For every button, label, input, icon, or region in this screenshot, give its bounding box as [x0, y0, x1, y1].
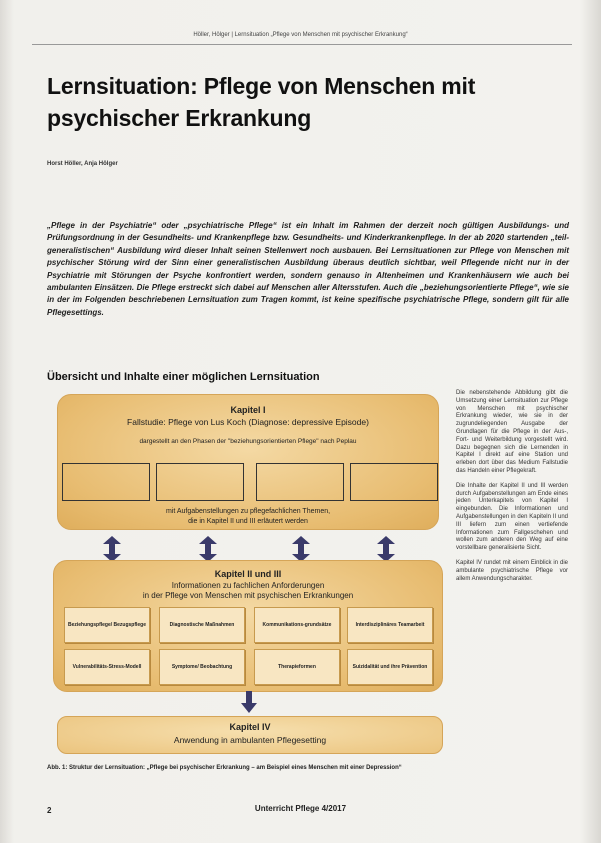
chapter-4-title: Kapitel IV	[229, 722, 271, 732]
section-heading: Übersicht und Inhalte einer möglichen Lernsituation	[47, 371, 320, 383]
topic-box: Kommunikations-grundsätze	[254, 607, 340, 643]
chapter-1-bottom-line-1: mit Aufgabenstellungen zu pflegefachlichen Themen,	[165, 508, 331, 515]
title-line-1: Lernsituation: Pflege von Menschen mit	[47, 73, 476, 99]
chapter-1-bottom-line-2: die in Kapitel II und III erläutert werden	[188, 518, 308, 525]
phase-box-2	[156, 463, 244, 501]
phase-box-4	[350, 463, 438, 501]
chapter-1-title: Kapitel I	[230, 405, 266, 415]
chapter-1-phase-line: dargestellt an den Phasen der "beziehungsorientierten Pflege" nach Peplau	[139, 438, 357, 445]
topic-box: Interdisziplinäres Teamarbeit	[347, 607, 433, 643]
topic-box: Diagnostische Maßnahmen	[159, 607, 245, 643]
title-line-2: psychischer Erkrankung	[47, 105, 312, 131]
chapter-2-3-box	[53, 560, 443, 692]
chapter-2-3-title: Kapitel II und III	[214, 569, 282, 579]
chapter-1-box	[57, 394, 439, 530]
running-head: Höller, Hölger | Lernsituation „Pflege von Menschen mit psychischer Erkrankung“	[193, 32, 408, 38]
article-title	[47, 70, 557, 134]
phase-box-1	[62, 463, 150, 501]
intro-paragraph: „Pflege in der Psychiatrie“ oder „psychiatrische Pflege“ ist ein Inhalt im Rahmen der derzeit noch gültigen Ausbildungs- und Prüfungsordnung in der Gesundheits- und Krankenpflege bzw. Gesundheits- und Kinderkrankenpflege. In der ab 2020 startenden „teil-generalistischen“ Ausbildung wird dieser Inhalt seinen Stellenwert noch ausbauen. Bei Lernsituationen zur Pflege von Menschen mit psychischer Störung wird der Sinn einer generalistischen Ausbildung überaus deutlich sichtbar, weil Pflegende nicht nur in der Psychiatrie mit Störungen der Psyche konfrontiert werden, sondern genauso in Altenheimen und Krankenhäusern wie auch bei ambulanten Einsätzen. Die Pflege erstreckt sich dabei auf Menschen aller Altersstufen. Auch die „beziehungsorientierte Pflege“, wie sie in der im Folgenden beschriebenen Lernsituation zum Tragen kommt, ist keine spezifische psychiatrische Pflege, sondern gilt für alle Pflegesettings.	[47, 221, 569, 317]
topic-box: Symptome/ Beobachtung	[159, 649, 245, 685]
down-arrow-icon	[241, 691, 257, 713]
authors: Horst Höller, Anja Hölger	[47, 161, 118, 167]
sidebar-text	[456, 390, 568, 590]
double-arrow-icon	[377, 536, 395, 562]
double-arrow-icon	[199, 536, 217, 562]
header-rule	[32, 44, 572, 45]
double-arrow-icon	[292, 536, 310, 562]
chapter-2-3-line-2: in der Pflege von Menschen mit psychischen Erkrankungen	[142, 591, 354, 600]
chapter-4-box	[57, 716, 443, 754]
topic-box: Vulnerabilitäts-Stress-Modell	[64, 649, 150, 685]
journal-footer: Unterricht Pflege 4/2017	[254, 804, 347, 813]
sidebar-paragraph: Die nebenstehende Abbildung gibt die Umsetzung einer Lernsituation zur Pflege von Menschen mit psychischer Erkrankung wieder, wie sie in der zugrundeliegenden Ausgabe der Grundlagen für die Pflege in der Aus-, Fort- und Weiterbildung vorgestellt wird. Dazu begegnen sich die Lernenden in Kapitel I direkt auf eine Station und erleben dort über das Medium Fallstudie das Handeln einer Pflegekraft.	[456, 390, 568, 474]
double-arrow-icon	[103, 536, 121, 562]
chapter-1-subtitle: Fallstudie: Pflege von Lus Koch (Diagnose: depressive Episode)	[127, 417, 369, 427]
sidebar-paragraph: Die Inhalte der Kapitel II und III werden durch Aufgabenstellungen am Ende eines jeden Unterkapitels von Kapitel I eingebunden. Die Informationen und Aufgabenstellungen in den Kapiteln II und III liefern zum einen vertiefende Informationen zum Fallgeschehen und wollen zum anderen den Weg auf eine vorstellbare generalisierte Sicht.	[456, 482, 568, 552]
topic-box: Suizidalität und ihre Prävention	[347, 649, 433, 685]
topic-box: Therapieformen	[254, 649, 340, 685]
figure-caption: Abb. 1: Struktur der Lernsituation: „Pflege bei psychischer Erkrankung – am Beispiel eines Menschen mit einer Depression“	[47, 765, 402, 771]
phase-box-3	[256, 463, 344, 501]
sidebar-paragraph: Kapitel IV rundet mit einem Einblick in die ambulante psychiatrische Pflege vor allem Anwendungscharakter.	[456, 559, 568, 582]
chapter-2-3-line-1: Informationen zu fachlichen Anforderungen	[171, 581, 325, 590]
topic-box: Beziehungspflege/ Bezugspflege	[64, 607, 150, 643]
chapter-4-subtitle: Anwendung in ambulanten Pflegesetting	[173, 735, 327, 745]
page-number: 2	[47, 806, 52, 815]
structure-diagram	[47, 388, 447, 760]
